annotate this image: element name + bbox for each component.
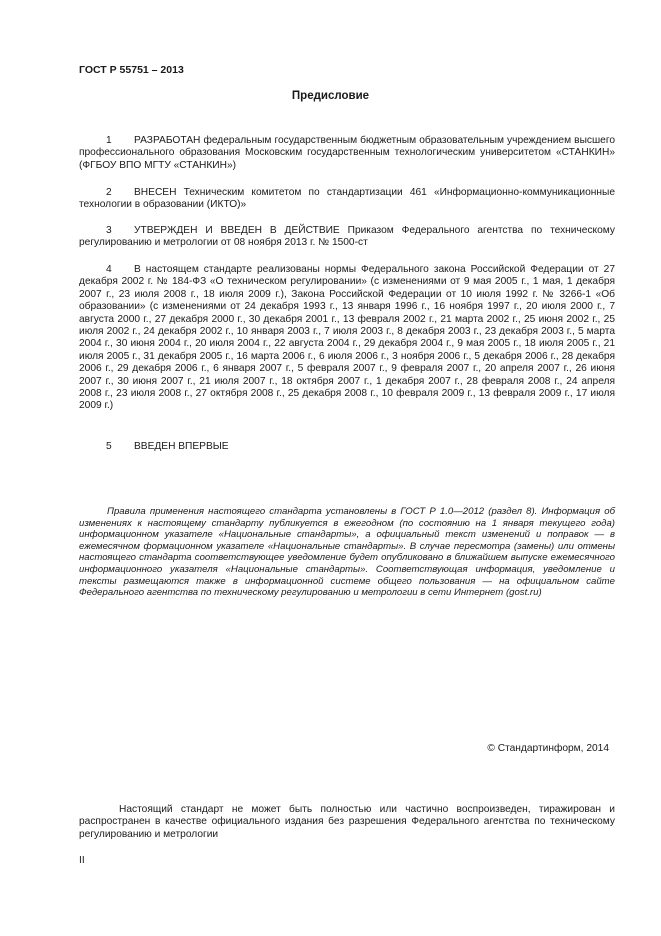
copyright-notice: © Стандартинформ, 2014 bbox=[487, 743, 609, 754]
foreword-item-3 bbox=[79, 225, 615, 250]
item-text: УТВЕРЖДЕН И ВВЕДЕН В ДЕЙСТВИЕ Приказом Федерального агентства по техническому регулированию и метрологии от 08 ноября 2013 г. № 1500-ст bbox=[79, 225, 615, 249]
item-number: 2 bbox=[106, 187, 112, 198]
foreword-item-5 bbox=[79, 441, 615, 453]
document-code: ГОСТ Р 55751 – 2013 bbox=[79, 64, 184, 76]
item-text: РАЗРАБОТАН федеральным государственным бюджетным образовательным учреждением высшего профессионального образования Московским государственным технологическим университетом «СТАНКИН» (ФГБОУ ВПО МГТУ «СТАНКИН») bbox=[79, 135, 615, 171]
page-number: II bbox=[79, 855, 85, 866]
item-number: 3 bbox=[106, 225, 112, 236]
foreword-item-4 bbox=[79, 264, 615, 413]
application-rules-note: Правила применения настоящего стандарта установлены в ГОСТ Р 1.0—2012 (раздел 8). Информация об изменениях к настоящему стандарту публикуется в ежегодном (по состоянию на 1 января текущего года) информационном указателе «Национальные стандарты», а официальный текст изменений и поправок — в ежемесячном формационном указателе «Национальные стандарты». В случае пересмотра (замены) или отмены настоящего стандарта соответствующее уведомление будет опубликовано в ближайшем выпуске ежемесячного информационного указателя «Национальные стандарты». Соответствующая информация, уведомление и тексты размещаются также в информационной системе общего пользования — на официальном сайте Федерального агентства по техническому регулированию и метрологии в сети Интернет (gost.ru) bbox=[79, 506, 615, 599]
item-number: 1 bbox=[106, 135, 112, 146]
item-number: 4 bbox=[106, 264, 112, 275]
item-text: В настоящем стандарте реализованы нормы Федерального закона Российской Федерации от 27 декабря 2002 г. № 184-ФЗ «О техническом регулировании» (с изменениями от 9 мая 2005 г., 1 мая, 1 декабря 2007 г., 23 июля 2008 г., 18 июля 2009 г.), Закона Российской Федерации от 10 июля 1992 г. № 3266-1 «Об образовании» (с изменениями от 24 декабря 1993 г., 13 января 1996 г., 16 ноября 1997 г., 20 июля 2000 г., 7 августа 2000 г., 27 декабря 2000 г., 30 декабря 2001 г., 13 февраля 2002 г., 21 марта 2002 г., 25 июня 2002 г., 25 июля 2002 г., 24 декабря 2002 г., 10 января 2003 г., 7 июля 2003 г., 8 декабря 2003 г., 23 декабря 2003 г., 5 марта 2004 г., 30 июня 2004 г., 20 июля 2004 г., 22 августа 2004 г., 29 декабря 2004 г., 9 мая 2005 г., 18 июля 2005 г., 21 июля 2005 г., 31 декабря 2005 г., 16 марта 2006 г., 6 июля 2006 г., 3 ноября 2006 г., 5 декабря 2006 г., 28 декабря 2006 г., 29 декабря 2006 г., 6 января 2007 г., 5 февраля 2007 г., 9 февраля 2007 г., 20 апреля 2007 г., 26 июня 2007 г., 30 июня 2007 г., 21 июля 2007 г., 18 октября 2007 г., 1 декабря 2007 г., 28 февраля 2008 г., 24 апреля 2008 г., 23 июля 2008 г., 27 октября 2008 г., 25 декабря 2008 г., 10 февраля 2009 г., 13 февраля 2009 г., 17 июля 2009 г.) bbox=[79, 264, 615, 412]
item-text: ВВЕДЕН ВПЕРВЫЕ bbox=[134, 441, 229, 452]
item-text: ВНЕСЕН Техническим комитетом по стандартизации 461 «Информационно-коммуникационные технологии в образовании (ИКТО)» bbox=[79, 187, 615, 211]
foreword-item-1 bbox=[79, 135, 615, 172]
section-title: Предисловие bbox=[291, 90, 370, 102]
reproduction-disclaimer: Настоящий стандарт не может быть полностью или частично воспроизведен, тиражирован и распространен в качестве официального издания без разрешения Федерального агентства по техническому регулированию и метрологии bbox=[79, 804, 615, 840]
item-number: 5 bbox=[106, 441, 112, 452]
foreword-item-2 bbox=[79, 187, 615, 212]
